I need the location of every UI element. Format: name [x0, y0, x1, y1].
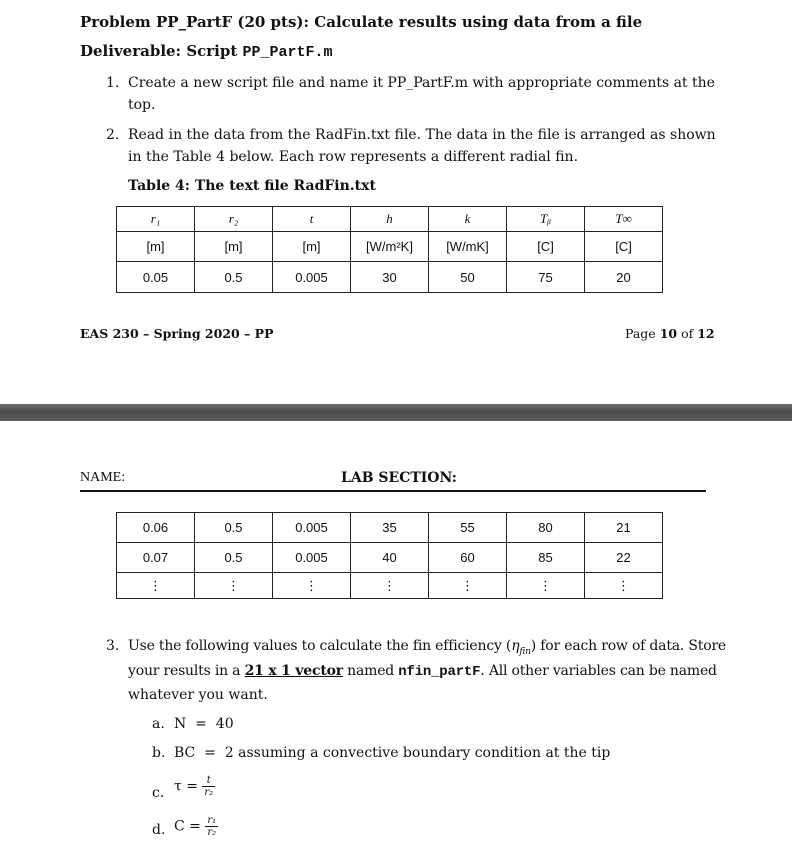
table-cell: 0.07	[117, 543, 195, 573]
table-cell: 75	[507, 262, 585, 293]
c-denominator: r₂	[207, 827, 217, 838]
table-cell: 0.05	[117, 262, 195, 293]
table-row-ellipsis	[117, 573, 663, 599]
sym-k: k	[429, 207, 507, 232]
sym-r1: r₁	[117, 207, 195, 232]
step-2-line2: in the Table 4 below. Each row represents a different radial fin.	[128, 149, 579, 165]
table-row	[117, 513, 663, 543]
unit-cell: [C]	[507, 232, 585, 262]
sym-tinf: T∞	[585, 207, 663, 232]
table-row-symbols	[117, 207, 663, 232]
table-cell: 80	[507, 513, 585, 543]
c-lhs: C =	[174, 818, 201, 835]
footer-page	[625, 326, 715, 341]
c-fraction	[205, 815, 218, 838]
page-separator	[0, 404, 792, 421]
step-3-text-a: Use the following values to calculate the fin efficiency (	[128, 638, 512, 654]
ellipsis-cell: ⋮	[195, 573, 273, 599]
sym-h: h	[351, 207, 429, 232]
ellipsis-cell: ⋮	[273, 573, 351, 599]
data-table-header	[116, 206, 663, 293]
vector-size: 21 x 1 vector	[244, 663, 343, 679]
sub-d-label: d.	[152, 822, 166, 838]
eta-subscript: fin	[519, 646, 531, 657]
table-cell: 85	[507, 543, 585, 573]
table-cell: 20	[585, 262, 663, 293]
unit-cell: [W/mK]	[429, 232, 507, 262]
step-2-text-b: file. The data in the file is arranged as shown	[390, 127, 716, 143]
step-3-text-e: . All other variables can be named	[480, 663, 717, 679]
table-cell: 40	[351, 543, 429, 573]
variable-name: nfin_partF	[398, 664, 481, 680]
step-3-text-c: your results in a	[128, 663, 245, 679]
step-3-text-b: ) for each row of data. Store	[530, 638, 727, 654]
table-cell: 0.5	[195, 513, 273, 543]
sub-c-expr	[174, 775, 215, 798]
sub-a-expr: N = 40	[174, 716, 234, 732]
step-2-text-a: Read in the data from the	[128, 127, 316, 143]
sym-t: t	[273, 207, 351, 232]
name-label: NAME:	[80, 470, 126, 485]
table-cell: 0.5	[195, 262, 273, 293]
sub-d-expr	[174, 815, 218, 838]
step-3-line1	[128, 638, 726, 657]
table-cell: 30	[351, 262, 429, 293]
sub-c-label: c.	[152, 785, 165, 801]
table-cell: 0.5	[195, 543, 273, 573]
step-3-text-d: named	[342, 663, 399, 679]
step-3-line2	[128, 663, 717, 680]
ellipsis-cell: ⋮	[429, 573, 507, 599]
unit-cell: [m]	[273, 232, 351, 262]
tau-numerator: t	[202, 775, 215, 787]
unit-cell: [m]	[117, 232, 195, 262]
deliverable-label: Deliverable: Script	[80, 42, 243, 60]
tau-lhs: τ =	[174, 778, 198, 795]
sub-b-label: b.	[152, 745, 166, 761]
table-cell: 0.005	[273, 543, 351, 573]
lab-section-label: LAB SECTION:	[341, 470, 457, 486]
page-of: of	[677, 326, 698, 341]
data-table-continued	[116, 512, 663, 599]
tau-fraction	[202, 775, 215, 798]
step-3-number: 3.	[106, 638, 120, 654]
ellipsis-cell: ⋮	[585, 573, 663, 599]
step-1-line2: top.	[128, 97, 156, 113]
table-cell: 0.005	[273, 513, 351, 543]
page-number: 10	[659, 326, 678, 341]
unit-cell: [C]	[585, 232, 663, 262]
table-cell: 0.06	[117, 513, 195, 543]
ellipsis-cell: ⋮	[351, 573, 429, 599]
sym-tb: Tᵦ	[507, 207, 585, 232]
page-total: 12	[697, 326, 715, 341]
table-row-units	[117, 232, 663, 262]
table-caption: Table 4: The text file RadFin.txt	[128, 178, 376, 194]
table-cell: 55	[429, 513, 507, 543]
step-3-line3: whatever you want.	[128, 687, 268, 703]
table-row	[117, 262, 663, 293]
table-cell: 21	[585, 513, 663, 543]
table-cell: 60	[429, 543, 507, 573]
step-2-line1	[128, 127, 716, 143]
deliverable-file: PP_PartF.m	[242, 44, 333, 61]
sym-r2: r₂	[195, 207, 273, 232]
step-1-number: 1.	[106, 75, 120, 91]
ellipsis-cell: ⋮	[117, 573, 195, 599]
name-rule	[80, 490, 706, 492]
footer-course: EAS 230 – Spring 2020 – PP	[80, 326, 274, 341]
sub-b-expr: BC = 2 assuming a convective boundary condition at the tip	[174, 745, 611, 761]
table-row	[117, 543, 663, 573]
problem-title: Problem PP_PartF (20 pts): Calculate results using data from a file	[80, 13, 643, 31]
step-2-filename: RadFin.txt	[315, 127, 391, 143]
page-prefix: Page	[625, 326, 660, 341]
unit-cell: [m]	[195, 232, 273, 262]
table-cell: 35	[351, 513, 429, 543]
eta-symbol: η	[511, 638, 520, 654]
table-cell: 22	[585, 543, 663, 573]
table-cell: 0.005	[273, 262, 351, 293]
unit-cell: [W/m²K]	[351, 232, 429, 262]
step-2-number: 2.	[106, 127, 120, 143]
tau-denominator: r₂	[204, 787, 214, 798]
deliverable	[80, 42, 333, 61]
ellipsis-cell: ⋮	[507, 573, 585, 599]
sub-a-label: a.	[152, 716, 165, 732]
c-numerator: r₁	[207, 815, 217, 826]
step-1-line1: Create a new script file and name it PP_PartF.m with appropriate comments at the	[128, 75, 715, 91]
table-cell: 50	[429, 262, 507, 293]
